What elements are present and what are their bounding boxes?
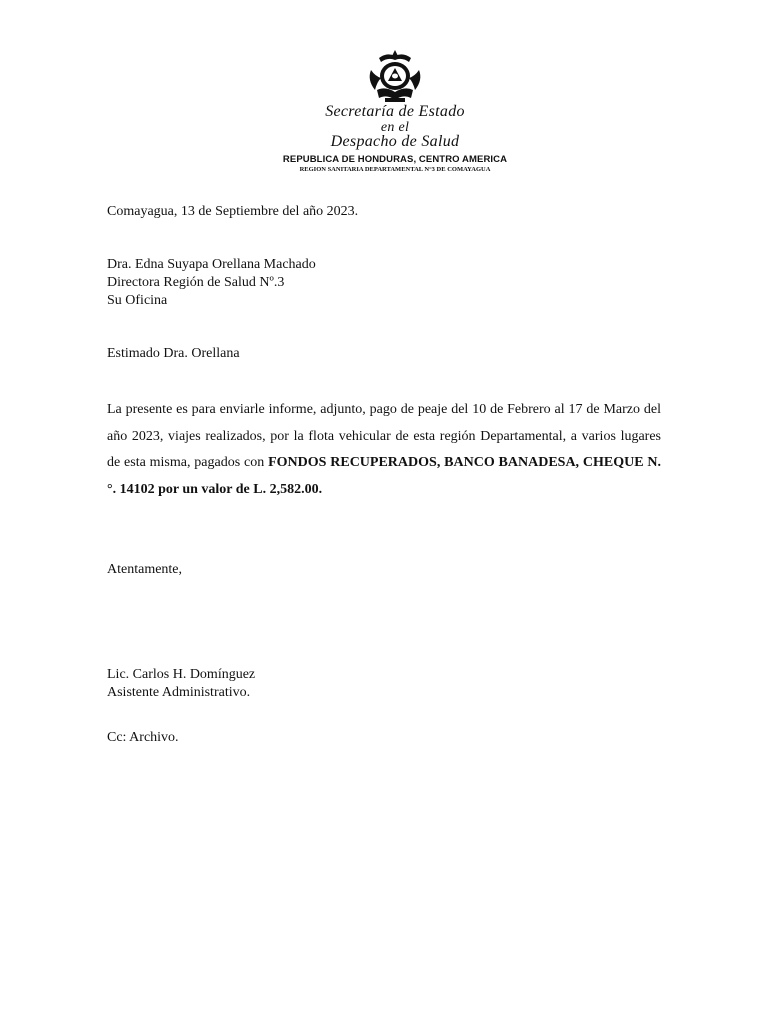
body-paragraph (107, 397, 661, 503)
signer-name: Lic. Carlos H. Domínguez (107, 667, 256, 682)
signer-title: Asistente Administrativo. (107, 685, 251, 700)
letterhead (270, 48, 520, 178)
honduras-coat-of-arms-icon (365, 48, 425, 104)
letterhead-script-line: Secretaría de Estado (325, 103, 465, 120)
body-bold-text: FONDOS RECUPERADOS, BANCO BANADESA, CHEQUE N.°. 14102 por un valor de L. 2,582.00. (107, 455, 662, 497)
recipient-location: Su Oficina (107, 293, 168, 308)
letterhead-republic: REPUBLICA DE HONDURAS, CENTRO AMERICA (282, 154, 508, 165)
signer-block (107, 666, 255, 702)
letterhead-script-line: Despacho de Salud (330, 133, 460, 150)
letterhead-region: REGION SANITARIA DEPARTAMENTAL N°3 DE COMAYAGUA (299, 166, 491, 173)
greeting: Estimado Dra. Orellana (107, 346, 240, 361)
body-text: La presente es para enviarle informe, adjunto, pago de peaje del 10 de Febrero al 17 de Marzo del año 2023, viajes realizados, por la flota vehicular de esta región Departamental, a varios lugares de esta misma, pagados con (107, 402, 661, 470)
recipient-block (107, 256, 316, 310)
recipient-name: Dra. Edna Suyapa Orellana Machado (107, 257, 316, 272)
cc-line: Cc: Archivo. (107, 730, 179, 745)
recipient-title: Directora Región de Salud Nº.3 (107, 275, 285, 290)
closing: Atentamente, (107, 562, 183, 577)
letterhead-script-line: en el (380, 120, 410, 135)
date-line: Comayagua, 13 de Septiembre del año 2023. (107, 204, 359, 219)
